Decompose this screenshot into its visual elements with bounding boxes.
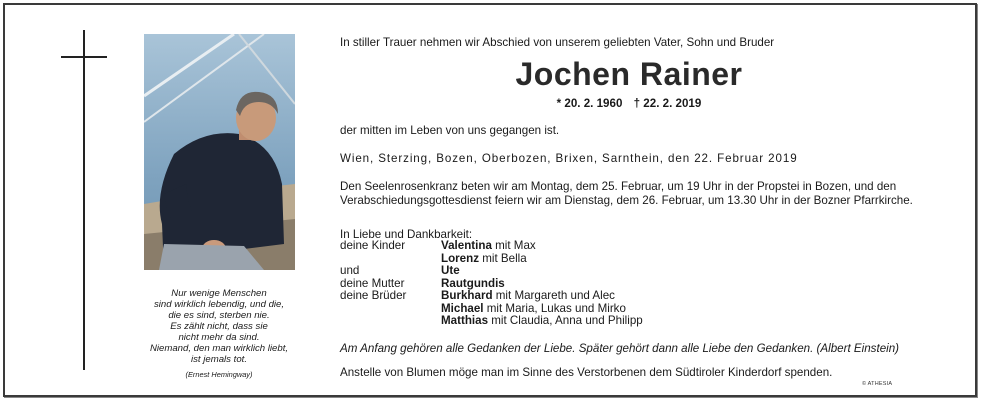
relative-name: Valentina — [441, 239, 492, 252]
quote-line: Nur wenige Menschen — [171, 288, 267, 299]
quote-author: (Ernest Hemingway) — [185, 370, 253, 379]
cross-icon-bar — [61, 56, 107, 58]
relative-rest: mit Bella — [479, 251, 527, 265]
relative-name: Rautgundis — [441, 276, 505, 290]
relative-label: deine Mutter — [340, 276, 405, 290]
relative-name: Ute — [441, 264, 460, 277]
relative-name: Michael — [441, 301, 484, 315]
quote-line: die es sind, sterben nie. — [168, 310, 270, 321]
relative-name: Burkhard — [441, 289, 493, 302]
deceased-name: Jochen Rainer — [515, 56, 743, 92]
death-date: † 22. 2. 2019 — [633, 97, 702, 110]
thanks-line: In Liebe und Dankbarkeit: — [340, 228, 473, 241]
quote-line: sind wirklich lebendig, und die, — [153, 299, 285, 310]
relative-label: und — [340, 264, 360, 277]
intro-line: In stiller Trauer nehmen wir Abschied von unserem geliebten Vater, Sohn und Bruder — [340, 36, 775, 49]
relative-name: Lorenz — [441, 251, 480, 265]
birth-date: * 20. 2. 1960 — [556, 97, 623, 110]
relative-rest: mit Margareth und Alec — [492, 289, 615, 302]
relative-label: deine Kinder — [340, 239, 406, 252]
midlife-line: der mitten im Leben von uns gegangen ist. — [340, 124, 560, 137]
relative-rest: mit Maria, Lukas und Mirko — [483, 301, 626, 315]
places-date-line: Wien, Sterzing, Bozen, Oberbozen, Brixen, Sarnthein, den 22. Februar 2019 — [340, 152, 798, 165]
portrait-photo — [144, 34, 295, 270]
quote-line: Es zählt nicht, dass sie — [170, 321, 268, 332]
cross-icon — [83, 30, 85, 370]
einstein-quote: Am Anfang gehören alle Gedanken der Liebe. Später gehört dann alle Liebe den Gedanken. (Albert Einstein) — [340, 342, 900, 355]
quote-line: ist jemals tot. — [191, 354, 247, 365]
quote-line: Niemand, den man wirklich liebt, — [149, 343, 289, 354]
relative-rest: mit Claudia, Anna und Philipp — [488, 314, 643, 327]
life-dates — [340, 97, 918, 110]
relative-rest: mit Max — [491, 239, 536, 252]
relative-label: deine Brüder — [340, 289, 407, 302]
services-paragraph: Den Seelenrosenkranz beten wir am Montag, dem 25. Februar, um 19 Uhr in der Propstei in Bozen, und den Verabschiedungsgottesdienst feiern wir am Dienstag, dem 26. Februar, um 13.30 Uhr in der Bozner Pfarrkirche. — [340, 180, 913, 207]
copyright-mark: © ATHESIA — [862, 381, 893, 387]
relative-name: Matthias — [441, 314, 489, 327]
hemingway-quote — [130, 288, 308, 380]
donation-line: Anstelle von Blumen möge man im Sinne des Verstorbenen dem Südtiroler Kinderdorf spenden. — [340, 366, 833, 379]
quote-line: nicht mehr da sind. — [178, 332, 260, 343]
